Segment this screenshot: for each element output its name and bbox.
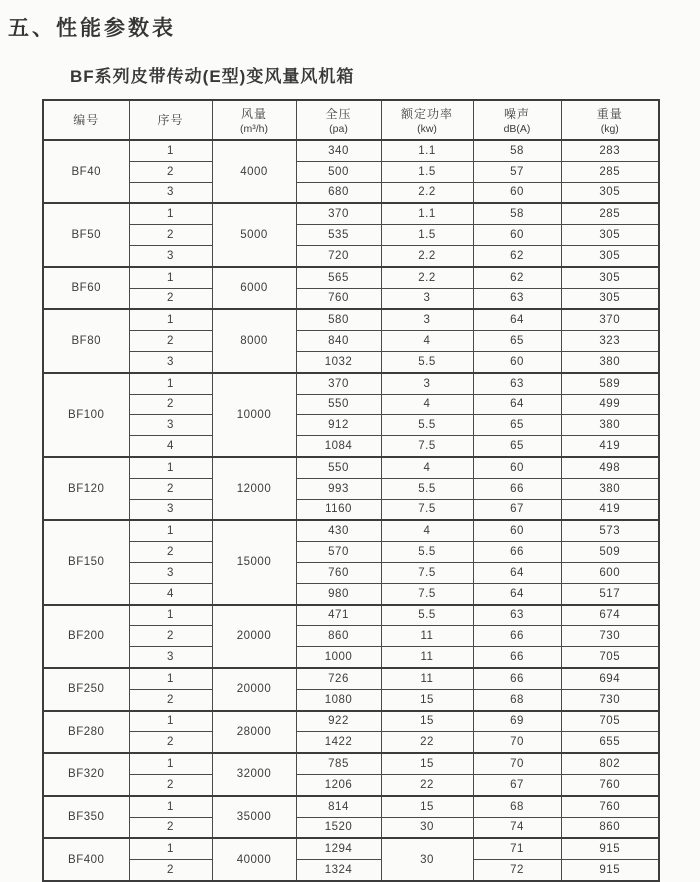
weight-cell: 730 [561,689,659,710]
model-cell: BF40 [43,140,129,203]
table-row [43,331,659,352]
model-cell: BF50 [43,203,129,266]
power-cell: 4 [381,520,473,541]
power-cell: 2.2 [381,245,473,266]
power-cell: 3 [381,373,473,394]
pressure-cell: 535 [296,225,381,246]
seq-cell: 1 [129,796,212,817]
model-cell: BF320 [43,753,129,796]
seq-cell: 2 [129,817,212,838]
noise-cell: 68 [473,689,561,710]
noise-cell: 66 [473,626,561,647]
weight-cell: 694 [561,668,659,689]
weight-cell: 419 [561,436,659,457]
pressure-cell: 1084 [296,436,381,457]
weight-cell: 509 [561,542,659,563]
table-row [43,203,659,224]
power-cell: 15 [381,796,473,817]
power-cell: 2.2 [381,182,473,203]
airflow-cell: 28000 [212,711,296,754]
table-row [43,711,659,732]
weight-cell: 498 [561,457,659,478]
power-cell: 5.5 [381,351,473,372]
seq-cell: 4 [129,583,212,604]
power-cell: 5.5 [381,478,473,499]
power-cell: 22 [381,774,473,795]
noise-cell: 74 [473,817,561,838]
pressure-cell: 1032 [296,351,381,372]
power-cell: 2.2 [381,267,473,288]
power-cell: 1.1 [381,203,473,224]
weight-cell: 915 [561,860,659,881]
pressure-cell: 980 [296,583,381,604]
model-cell: BF60 [43,267,129,310]
table-row [43,732,659,753]
pressure-cell: 580 [296,309,381,330]
table-row [43,182,659,203]
power-cell: 7.5 [381,436,473,457]
pressure-cell: 860 [296,626,381,647]
seq-cell: 1 [129,267,212,288]
table-row [43,245,659,266]
header-seq-label: 序号 [157,113,184,127]
pressure-cell: 1520 [296,817,381,838]
seq-cell: 2 [129,774,212,795]
noise-cell: 66 [473,542,561,563]
power-cell: 3 [381,309,473,330]
table-row [43,457,659,478]
seq-cell: 3 [129,351,212,372]
noise-cell: 58 [473,203,561,224]
table-row [43,520,659,541]
table-row [43,860,659,881]
weight-cell: 370 [561,309,659,330]
pressure-cell: 471 [296,605,381,626]
power-cell: 5.5 [381,542,473,563]
airflow-cell: 20000 [212,605,296,668]
noise-cell: 68 [473,796,561,817]
weight-cell: 285 [561,161,659,182]
airflow-cell: 35000 [212,796,296,839]
power-cell: 1.1 [381,140,473,161]
pressure-cell: 912 [296,415,381,436]
power-cell: 5.5 [381,605,473,626]
pressure-cell: 840 [296,331,381,352]
airflow-cell: 5000 [212,203,296,266]
power-cell: 4 [381,394,473,415]
noise-cell: 62 [473,245,561,266]
power-cell: 11 [381,626,473,647]
header-noise-label: 噪声 [503,107,530,121]
pressure-cell: 760 [296,562,381,583]
header-pressure [296,100,381,140]
model-cell: BF250 [43,668,129,711]
airflow-cell: 12000 [212,457,296,520]
page-title: 五、性能参数表 [8,17,176,40]
model-cell: BF150 [43,520,129,604]
table-row [43,542,659,563]
weight-cell: 380 [561,415,659,436]
noise-cell: 64 [473,309,561,330]
model-cell: BF400 [43,838,129,881]
weight-cell: 305 [561,182,659,203]
model-cell: BF350 [43,796,129,839]
noise-cell: 67 [473,774,561,795]
noise-cell: 63 [473,373,561,394]
power-cell: 11 [381,647,473,668]
table-row [43,817,659,838]
table-row [43,499,659,520]
weight-cell: 305 [561,267,659,288]
weight-cell: 517 [561,583,659,604]
weight-cell: 573 [561,520,659,541]
header-model-label: 编号 [73,113,100,127]
header-weight-unit: (kg) [600,123,619,135]
pressure-cell: 1080 [296,689,381,710]
pressure-cell: 1000 [296,647,381,668]
table-row [43,161,659,182]
noise-cell: 66 [473,478,561,499]
seq-cell: 2 [129,288,212,309]
header-model [43,100,129,140]
table-row [43,689,659,710]
weight-cell: 305 [561,288,659,309]
weight-cell: 760 [561,774,659,795]
noise-cell: 71 [473,838,561,859]
noise-cell: 60 [473,520,561,541]
airflow-cell: 8000 [212,309,296,372]
noise-cell: 57 [473,161,561,182]
header-airflow-unit: (m³/h) [240,123,268,135]
performance-table [42,99,660,882]
table-row [43,436,659,457]
pressure-cell: 565 [296,267,381,288]
power-cell: 1.5 [381,161,473,182]
seq-cell: 1 [129,668,212,689]
airflow-cell: 32000 [212,753,296,796]
table-row [43,626,659,647]
power-cell: 30 [381,838,473,881]
noise-cell: 60 [473,457,561,478]
pressure-cell: 760 [296,288,381,309]
weight-cell: 655 [561,732,659,753]
power-cell: 3 [381,288,473,309]
power-cell: 30 [381,817,473,838]
table-row [43,774,659,795]
noise-cell: 70 [473,753,561,774]
pressure-cell: 680 [296,182,381,203]
seq-cell: 2 [129,626,212,647]
noise-cell: 60 [473,182,561,203]
model-cell: BF120 [43,457,129,520]
noise-cell: 65 [473,331,561,352]
power-cell: 7.5 [381,499,473,520]
pressure-cell: 340 [296,140,381,161]
pressure-cell: 1324 [296,860,381,881]
table-row [43,562,659,583]
model-cell: BF280 [43,711,129,754]
noise-cell: 72 [473,860,561,881]
seq-cell: 2 [129,394,212,415]
noise-cell: 65 [473,415,561,436]
table-row [43,647,659,668]
weight-cell: 285 [561,203,659,224]
seq-cell: 2 [129,161,212,182]
weight-cell: 860 [561,817,659,838]
seq-cell: 3 [129,182,212,203]
weight-cell: 600 [561,562,659,583]
table-row [43,838,659,859]
pressure-cell: 500 [296,161,381,182]
pressure-cell: 570 [296,542,381,563]
noise-cell: 69 [473,711,561,732]
model-cell: BF80 [43,309,129,372]
model-cell: BF200 [43,605,129,668]
weight-cell: 305 [561,225,659,246]
weight-cell: 705 [561,647,659,668]
pressure-cell: 993 [296,478,381,499]
power-cell: 7.5 [381,562,473,583]
weight-cell: 589 [561,373,659,394]
seq-cell: 1 [129,309,212,330]
power-cell: 15 [381,711,473,732]
seq-cell: 1 [129,605,212,626]
weight-cell: 802 [561,753,659,774]
noise-cell: 63 [473,288,561,309]
pressure-cell: 430 [296,520,381,541]
seq-cell: 1 [129,838,212,859]
table-row [43,796,659,817]
pressure-cell: 1422 [296,732,381,753]
seq-cell: 3 [129,415,212,436]
weight-cell: 705 [561,711,659,732]
noise-cell: 58 [473,140,561,161]
noise-cell: 64 [473,562,561,583]
seq-cell: 2 [129,860,212,881]
table-row [43,415,659,436]
weight-cell: 915 [561,838,659,859]
pressure-cell: 550 [296,457,381,478]
table-row [43,140,659,161]
noise-cell: 67 [473,499,561,520]
noise-cell: 66 [473,647,561,668]
seq-cell: 3 [129,499,212,520]
power-cell: 1.5 [381,225,473,246]
seq-cell: 2 [129,478,212,499]
airflow-cell: 4000 [212,140,296,203]
weight-cell: 380 [561,351,659,372]
seq-cell: 2 [129,689,212,710]
header-pressure-label: 全压 [325,107,352,121]
table-row [43,225,659,246]
seq-cell: 2 [129,225,212,246]
table-row [43,753,659,774]
airflow-cell: 10000 [212,373,296,457]
table-row [43,394,659,415]
pressure-cell: 1160 [296,499,381,520]
seq-cell: 3 [129,562,212,583]
table-header [43,100,659,140]
airflow-cell: 15000 [212,520,296,604]
seq-cell: 3 [129,647,212,668]
seq-cell: 1 [129,140,212,161]
pressure-cell: 726 [296,668,381,689]
table-body [43,140,659,881]
pressure-cell: 550 [296,394,381,415]
pressure-cell: 785 [296,753,381,774]
seq-cell: 1 [129,711,212,732]
seq-cell: 3 [129,245,212,266]
noise-cell: 60 [473,225,561,246]
seq-cell: 1 [129,520,212,541]
table-row [43,288,659,309]
pressure-cell: 370 [296,373,381,394]
seq-cell: 1 [129,373,212,394]
table-subtitle: BF系列皮带传动(E型)变风量风机箱 [70,67,355,86]
noise-cell: 64 [473,583,561,604]
header-airflow-label: 风量 [240,107,267,121]
table-row [43,478,659,499]
power-cell: 4 [381,457,473,478]
noise-cell: 62 [473,267,561,288]
seq-cell: 2 [129,732,212,753]
airflow-cell: 20000 [212,668,296,711]
pressure-cell: 370 [296,203,381,224]
table-row [43,668,659,689]
power-cell: 7.5 [381,583,473,604]
airflow-cell: 6000 [212,267,296,310]
header-power [381,100,473,140]
header-pressure-unit: (pa) [329,123,348,135]
header-airflow [212,100,296,140]
power-cell: 11 [381,668,473,689]
noise-cell: 63 [473,605,561,626]
weight-cell: 283 [561,140,659,161]
power-cell: 22 [381,732,473,753]
pressure-cell: 1206 [296,774,381,795]
seq-cell: 2 [129,331,212,352]
weight-cell: 305 [561,245,659,266]
power-cell: 4 [381,331,473,352]
seq-cell: 4 [129,436,212,457]
table-row [43,267,659,288]
header-weight-label: 重量 [596,107,623,121]
seq-cell: 2 [129,542,212,563]
header-seq [129,100,212,140]
pressure-cell: 814 [296,796,381,817]
seq-cell: 1 [129,203,212,224]
weight-cell: 674 [561,605,659,626]
weight-cell: 730 [561,626,659,647]
header-power-unit: (kw) [417,123,437,135]
weight-cell: 760 [561,796,659,817]
power-cell: 15 [381,753,473,774]
header-noise [473,100,561,140]
noise-cell: 64 [473,394,561,415]
table-row [43,605,659,626]
pressure-cell: 922 [296,711,381,732]
model-cell: BF100 [43,373,129,457]
noise-cell: 65 [473,436,561,457]
seq-cell: 1 [129,753,212,774]
weight-cell: 419 [561,499,659,520]
noise-cell: 66 [473,668,561,689]
noise-cell: 70 [473,732,561,753]
weight-cell: 323 [561,331,659,352]
pressure-cell: 720 [296,245,381,266]
pressure-cell: 1294 [296,838,381,859]
header-noise-unit: dB(A) [503,123,531,135]
power-cell: 15 [381,689,473,710]
table-row [43,373,659,394]
table-row [43,583,659,604]
header-power-label: 额定功率 [400,107,453,121]
weight-cell: 380 [561,478,659,499]
header-weight [561,100,659,140]
noise-cell: 60 [473,351,561,372]
table-row [43,351,659,372]
weight-cell: 499 [561,394,659,415]
power-cell: 5.5 [381,415,473,436]
seq-cell: 1 [129,457,212,478]
table-row [43,309,659,330]
airflow-cell: 40000 [212,838,296,881]
